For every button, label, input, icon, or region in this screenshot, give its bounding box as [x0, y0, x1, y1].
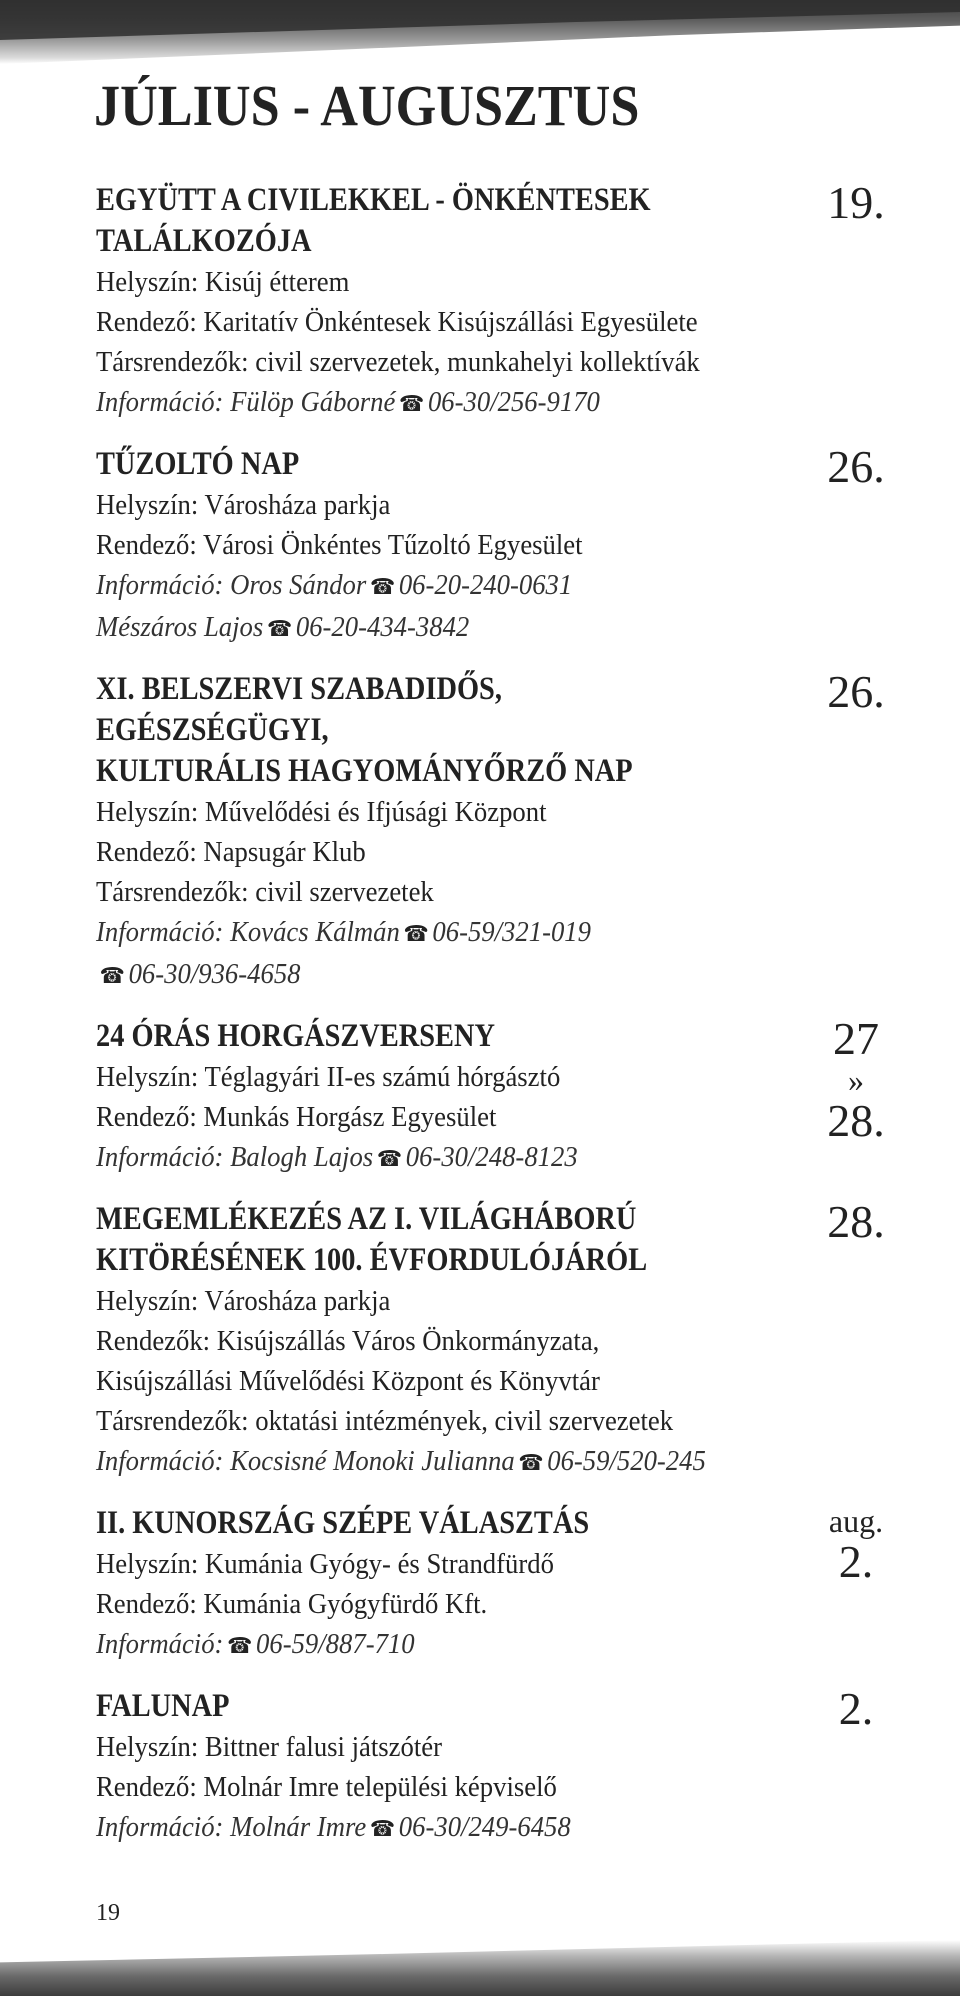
phone-icon: ☎: [403, 921, 429, 946]
event-detail-line: Rendező: Karitatív Önkéntesek Kisújszállási Egyesülete: [96, 306, 698, 338]
event-contact: [96, 912, 850, 954]
event-item: [96, 177, 916, 424]
event-contact: [96, 954, 850, 996]
contact-label: Információ: Molnár Imre: [96, 1811, 367, 1843]
event-date: [806, 177, 906, 228]
event-date-day: 28.: [827, 1095, 885, 1146]
event-contact: [96, 565, 850, 607]
phone-icon: ☎: [369, 1816, 396, 1841]
event-date-day: 26.: [827, 441, 885, 492]
phone-icon: ☎: [227, 1633, 253, 1658]
event-detail-line: Helyszín: Városháza parkja: [96, 1285, 391, 1317]
event-detail-line: Rendező: Kumánia Gyógyfürdő Kft.: [96, 1588, 488, 1620]
contact-label: Információ: Fülöp Gáborné: [96, 386, 396, 418]
contact-phone: 06-59/887-710: [256, 1628, 415, 1660]
contact-phone: 06-20-240-0631: [398, 569, 573, 601]
event-title: 24 ÓRÁS HORGÁSZVERSENY: [96, 1018, 495, 1054]
event-date: [806, 1196, 906, 1247]
event-date-range-separator: »: [848, 1062, 864, 1098]
contact-phone: 06-59/321-019: [432, 916, 591, 948]
event-detail-line: Helyszín: Városháza parkja: [96, 489, 391, 521]
event-date-day: 28.: [827, 1196, 885, 1247]
event-detail-line: Társrendezők: civil szervezetek: [96, 876, 434, 908]
phone-icon: ☎: [99, 963, 125, 988]
event-detail-line: Helyszín: Kumánia Gyógy- és Strandfürdő: [96, 1548, 554, 1580]
event-contact: [96, 1624, 850, 1666]
contact-phone: 06-30/248-8123: [405, 1141, 578, 1173]
event-title: MEGEMLÉKEZÉS AZ I. VILÁGHÁBORÚ KITÖRÉSÉNEK 100. ÉVFORDULÓJÁRÓL: [96, 1201, 648, 1278]
page-number: 19: [96, 1900, 120, 1926]
contact-label: Információ: Oros Sándor: [96, 569, 367, 601]
event-item: [96, 441, 916, 649]
contact-phone: 06-59/520-245: [547, 1445, 706, 1477]
event-date-day: 2.: [838, 1536, 874, 1587]
contact-phone: 06-20-434-3842: [295, 611, 470, 643]
event-item: [96, 1503, 916, 1666]
event-detail-line: Társrendezők: civil szervezetek, munkahelyi kollektívák: [96, 346, 700, 378]
event-contact: [96, 382, 850, 424]
event-date-day: 19.: [827, 177, 885, 228]
event-detail-line: Társrendezők: oktatási intézmények, civil szervezetek: [96, 1405, 674, 1437]
event-detail-line: Kisújszállási Művelődési Központ és Könyvtár: [96, 1365, 600, 1397]
event-list: [96, 177, 916, 1869]
event-title: XI. BELSZERVI SZABADIDŐS, EGÉSZSÉGÜGYI, KULTURÁLIS HAGYOMÁNYŐRZŐ NAP: [96, 671, 633, 789]
event-contact: [96, 1137, 850, 1179]
event-title: EGYÜTT A CIVILEKKEL - ÖNKÉNTESEK TALÁLKOZÓJA: [96, 182, 651, 259]
page-title: JÚLIUS - AUGUSZTUS: [94, 73, 640, 138]
event-item: [96, 1196, 916, 1483]
event-date: [806, 1683, 906, 1734]
event-detail-line: Rendezők: Kisújszállás Város Önkormányzata,: [96, 1325, 600, 1357]
contact-label: Információ: Kovács Kálmán: [96, 916, 400, 948]
footer-decorative-band: [0, 1940, 960, 1996]
contact-label: Mészáros Lajos: [96, 611, 264, 643]
event-contact: [96, 1807, 850, 1849]
event-contact: [96, 607, 850, 649]
phone-icon: ☎: [376, 1146, 403, 1171]
contact-label: Információ: Balogh Lajos: [96, 1141, 374, 1173]
event-date: [806, 1503, 906, 1585]
event-detail-line: Rendező: Városi Önkéntes Tűzoltó Egyesület: [96, 529, 583, 561]
event-date: [806, 666, 906, 717]
event-detail-line: Helyszín: Művelődési és Ifjúsági Központ: [96, 796, 547, 828]
contact-phone: 06-30/249-6458: [398, 1811, 571, 1843]
event-date: [806, 1013, 906, 1146]
contact-phone: 06-30/256-9170: [427, 386, 600, 418]
contact-label: Információ: Kocsisné Monoki Julianna: [96, 1445, 515, 1477]
event-detail-line: Helyszín: Téglagyári II-es számú hórgásztó: [96, 1061, 561, 1093]
event-item: [96, 1013, 916, 1179]
event-item: [96, 1683, 916, 1849]
event-contact: [96, 1441, 850, 1483]
phone-icon: ☎: [518, 1450, 544, 1475]
phone-icon: ☎: [266, 616, 293, 641]
phone-icon: ☎: [399, 391, 425, 416]
event-date-prefix: aug.: [828, 1503, 884, 1539]
event-date-day: 2.: [838, 1683, 874, 1734]
phone-icon: ☎: [369, 574, 396, 599]
event-item: [96, 666, 916, 996]
event-detail-line: Helyszín: Kisúj étterem: [96, 266, 350, 298]
contact-phone: 06-30/936-4658: [128, 958, 301, 990]
event-detail-line: Rendező: Munkás Horgász Egyesület: [96, 1101, 497, 1133]
event-title: TŰZOLTÓ NAP: [96, 446, 300, 482]
event-detail-line: Rendező: Molnár Imre települési képviselő: [96, 1771, 557, 1803]
event-title: II. KUNORSZÁG SZÉPE VÁLASZTÁS: [96, 1505, 590, 1541]
event-date-prefix: 27: [833, 1013, 879, 1064]
event-date-day: 26.: [827, 666, 885, 717]
contact-label: Információ:: [96, 1628, 224, 1660]
event-detail-line: Rendező: Napsugár Klub: [96, 836, 366, 868]
event-detail-line: Helyszín: Bittner falusi játszótér: [96, 1731, 443, 1763]
event-date: [806, 441, 906, 492]
event-title: FALUNAP: [96, 1688, 230, 1724]
